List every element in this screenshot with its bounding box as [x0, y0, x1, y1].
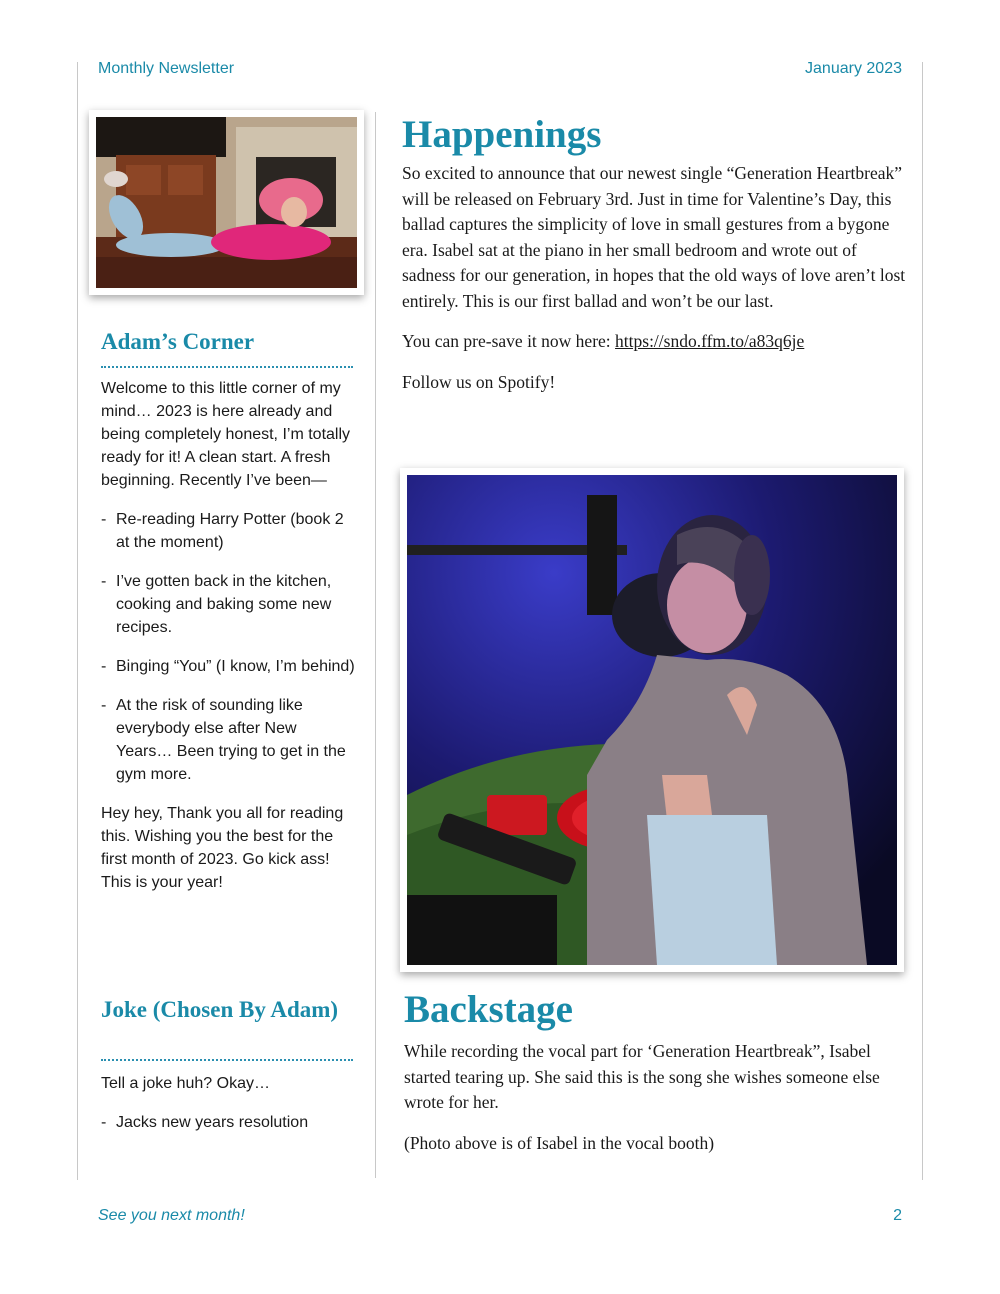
joke-list	[101, 1111, 356, 1134]
newsletter-label: Monthly Newsletter	[98, 60, 235, 77]
adams-corner-closing: Hey hey, Thank you all for reading this. Wishing you the best for the first month of 2023. Go kick ass! This is your year!	[101, 805, 344, 891]
joke-intro: Tell a joke huh? Okay…	[101, 1075, 270, 1092]
list-item: - At the risk of sounding like everybody else after New Years… Been trying to get in the gym more.	[101, 694, 356, 786]
list-item: - Binging “You” (I know, I’m behind)	[101, 655, 356, 678]
joke-body	[101, 1072, 356, 1150]
presave-prefix: You can pre-save it now here:	[402, 331, 616, 351]
footer-signoff: See you next month!	[98, 1207, 245, 1224]
adams-corner-title: Adam’s Corner	[101, 329, 255, 354]
right-margin-rule	[922, 62, 923, 1180]
joke-title: Joke (Chosen By Adam)	[101, 997, 339, 1022]
presave-line	[402, 329, 907, 355]
happenings-body	[402, 161, 907, 410]
adams-corner-list	[101, 508, 356, 786]
backstage-title: Backstage	[404, 988, 573, 1031]
presave-link[interactable]: https://sndo.ffm.to/a83q6je	[615, 331, 805, 351]
backstage-body	[404, 1039, 909, 1171]
happenings-title: Happenings	[402, 113, 602, 156]
happenings-paragraph: So excited to announce that our newest single “Generation Heartbreak” will be released on February 3rd. Just in time for Valentine’s Day, this ballad captures the simplicity of love in small gestures from a bygone era. Isabel sat at the piano in her small bedroom and wrote out of sadness for our generation, in hopes that the old ways of love aren’t lost entirely. This is our first ballad and won’t be our last.	[402, 163, 906, 311]
list-item: - Jacks new years resolution	[101, 1111, 356, 1134]
vocal-booth-image	[407, 475, 897, 965]
adam-photo	[89, 110, 364, 295]
list-item: - I’ve gotten back in the kitchen, cooking and baking some new recipes.	[101, 570, 356, 639]
column-divider	[375, 112, 376, 1178]
adam-photo-image	[96, 117, 357, 288]
adams-corner-divider	[101, 366, 353, 368]
left-margin-rule	[77, 62, 78, 1180]
adams-corner-intro: Welcome to this little corner of my mind… 2023 is here already and being completely honest, I’m totally ready for it! A clean start. A fresh beginning. Recently I’ve been—	[101, 380, 351, 489]
spotify-line: Follow us on Spotify!	[402, 371, 556, 392]
page-number: 2	[893, 1207, 902, 1224]
backstage-paragraph: While recording the vocal part for ‘Generation Heartbreak”, Isabel started tearing up. She said this is the song she wishes someone else wrote for her.	[404, 1041, 880, 1112]
issue-date: January 2023	[805, 60, 902, 77]
list-item: - Re-reading Harry Potter (book 2 at the moment)	[101, 508, 356, 554]
adams-corner-body	[101, 377, 356, 910]
joke-divider	[101, 1059, 353, 1061]
vocal-booth-photo	[400, 468, 904, 972]
backstage-caption: (Photo above is of Isabel in the vocal booth)	[404, 1132, 715, 1153]
